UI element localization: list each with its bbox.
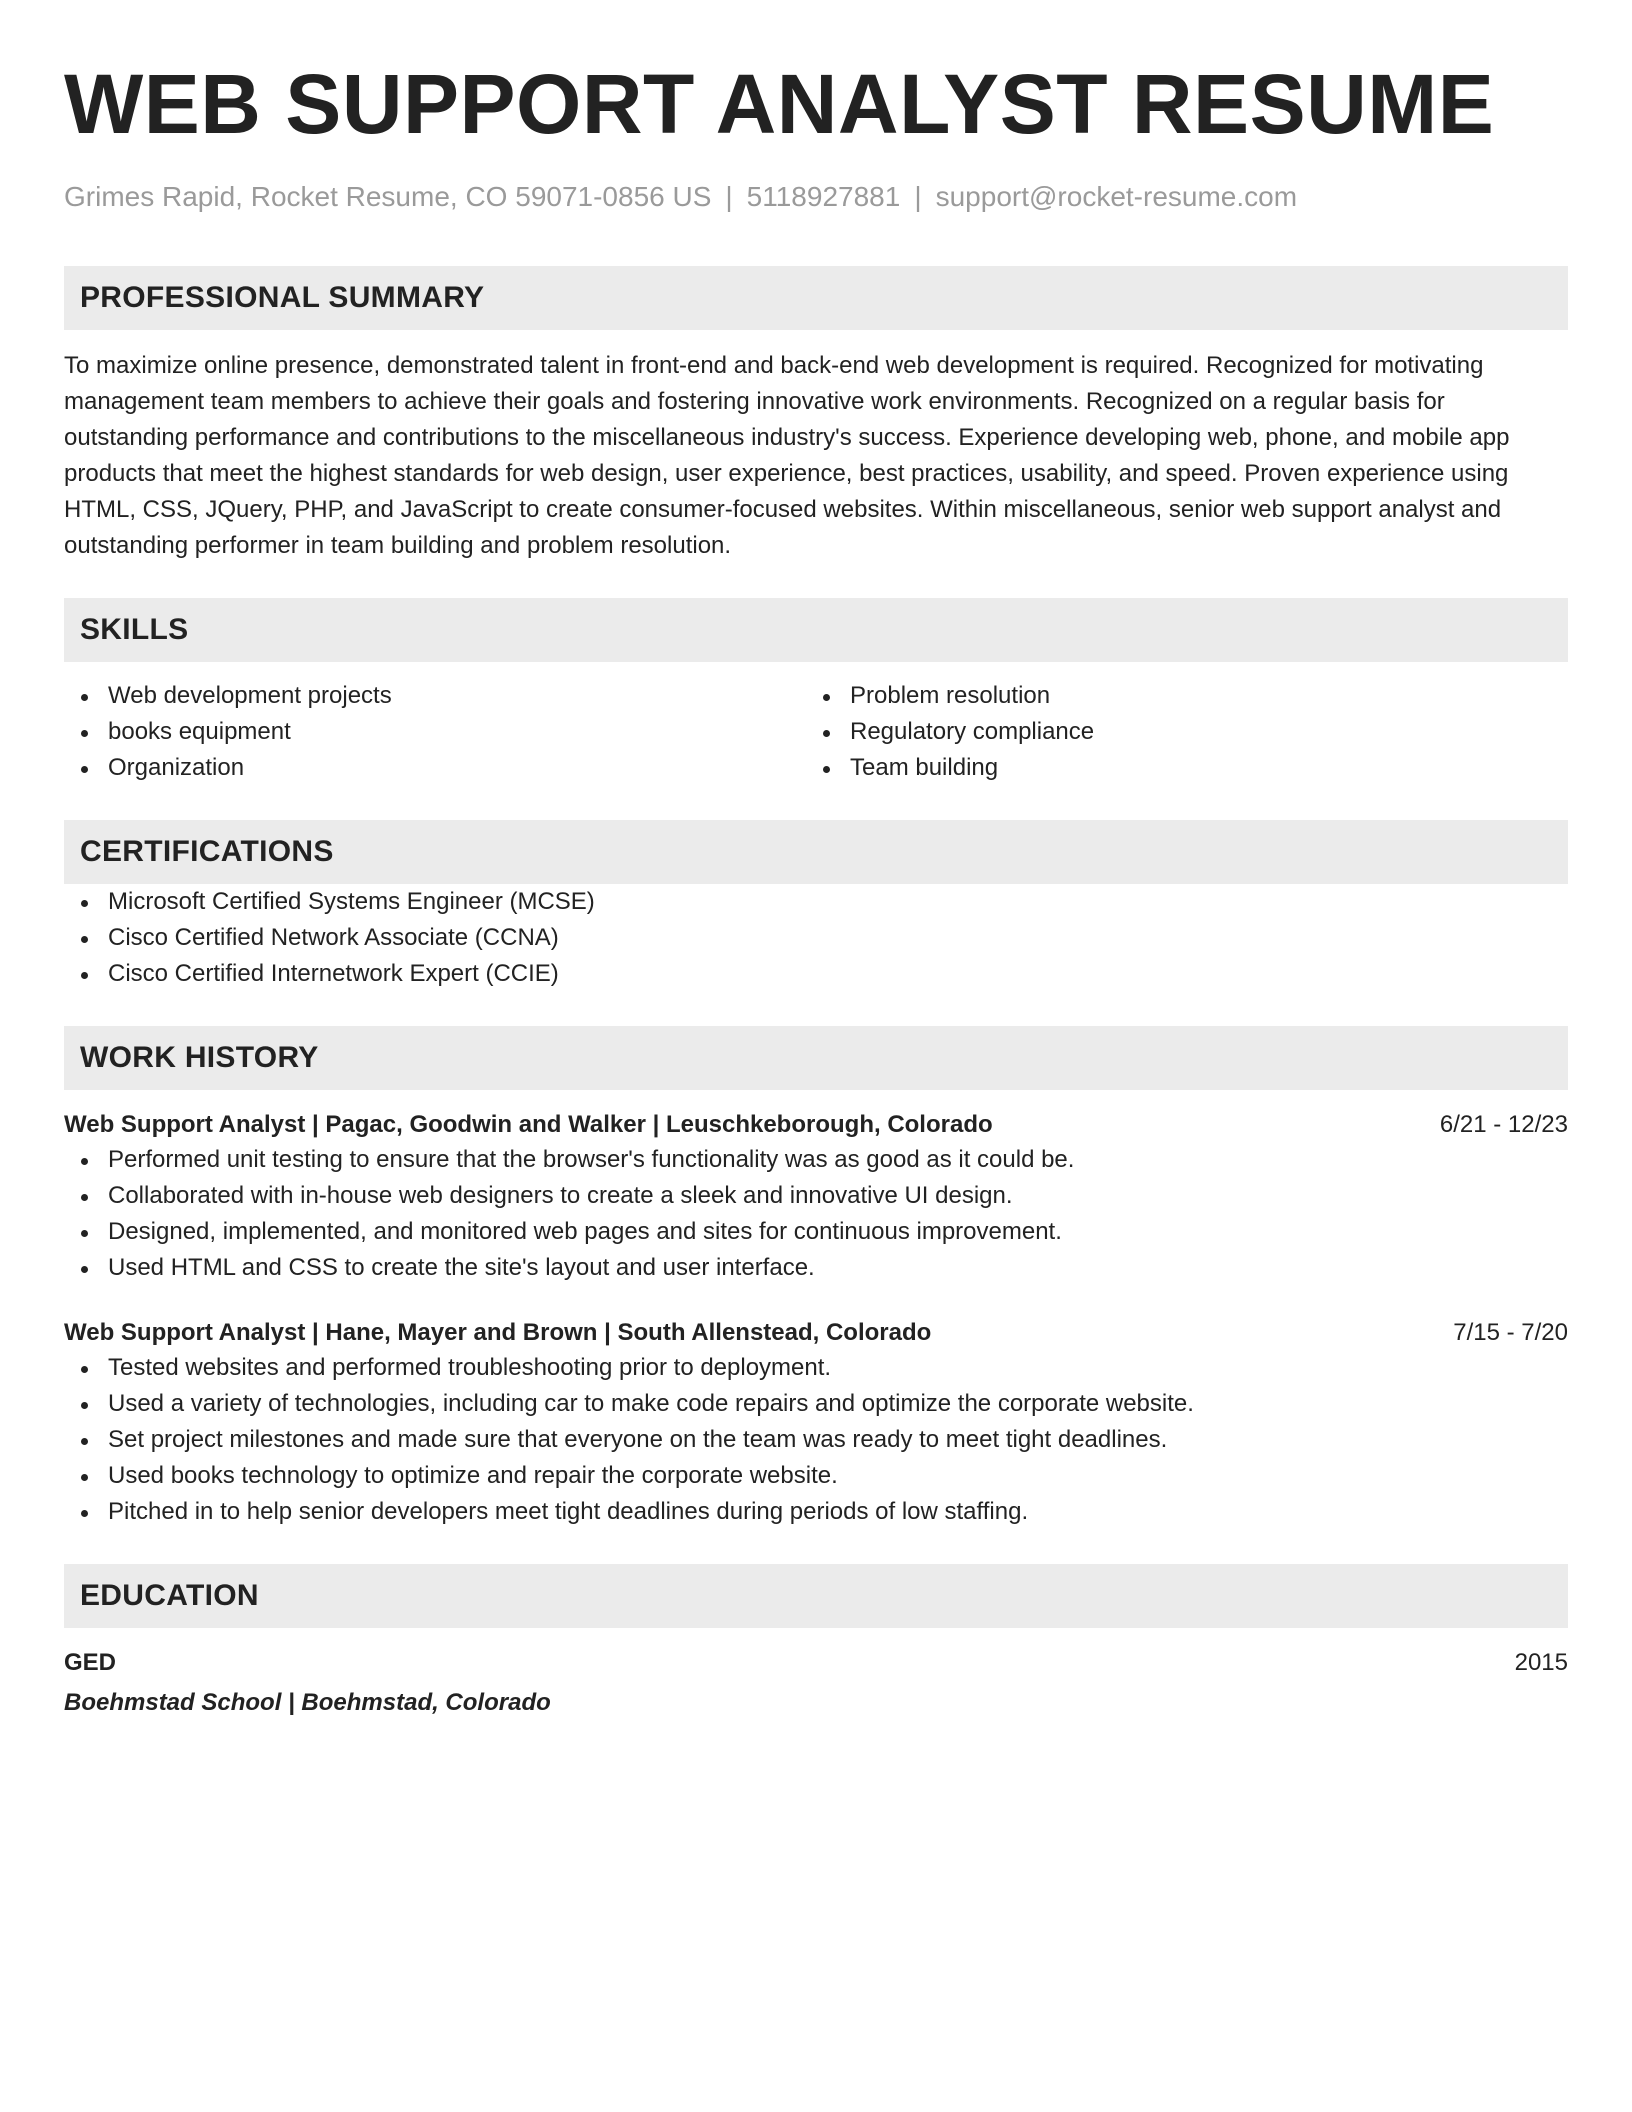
certification-item: Microsoft Certified Systems Engineer (MCSE) xyxy=(64,884,1568,920)
job-bullet: Tested websites and performed troubleshooting prior to deployment. xyxy=(64,1350,1568,1386)
skill-item: Team building xyxy=(806,750,1548,786)
certification-item: Cisco Certified Network Associate (CCNA) xyxy=(64,920,1568,956)
skills-column-left xyxy=(64,678,806,786)
job-bullet: Pitched in to help senior developers meet tight deadlines during periods of low staffing. xyxy=(64,1494,1568,1530)
skills-column-right xyxy=(806,678,1548,786)
certification-item: Cisco Certified Internetwork Expert (CCIE) xyxy=(64,956,1568,992)
section-header-skills: SKILLS xyxy=(64,598,1568,662)
contact-separator: | xyxy=(725,181,733,212)
job-bullet: Used books technology to optimize and repair the corporate website. xyxy=(64,1458,1568,1494)
job-bullet: Designed, implemented, and monitored web pages and sites for continuous improvement. xyxy=(64,1214,1568,1250)
education-degree: GED xyxy=(64,1649,117,1676)
skill-item: Organization xyxy=(64,750,806,786)
contact-separator: | xyxy=(914,181,922,212)
skills-grid xyxy=(64,678,1568,786)
job-bullets xyxy=(64,1142,1568,1286)
skill-item: books equipment xyxy=(64,714,806,750)
skill-item: Web development projects xyxy=(64,678,806,714)
education-entry xyxy=(64,1646,1568,1720)
job-dates: 6/21 - 12/23 xyxy=(1439,1111,1568,1138)
contact-address: Grimes Rapid, Rocket Resume, CO 59071-0856 US xyxy=(64,181,712,212)
skills-list-right xyxy=(806,678,1548,786)
section-header-work-history: WORK HISTORY xyxy=(64,1026,1568,1090)
summary-text: To maximize online presence, demonstrated talent in front-end and back-end web development is required. Recognized for motivating management team members to achieve their goals and fostering innovative work environments. Recognized on a regular basis for outstanding performance and contributions to the miscellaneous industry's success. Experience developing web, phone, and mobile app products that meet the highest standards for web design, user experience, best practices, usability, and speed. Proven experience using HTML, CSS, JQuery, PHP, and JavaScript to create consumer-focused websites. Within miscellaneous, senior web support analyst and outstanding performer in team building and problem resolution. xyxy=(64,352,1510,559)
job-title: Web Support Analyst | Hane, Mayer and Brown | South Allenstead, Colorado xyxy=(64,1319,932,1346)
job-entry xyxy=(64,1316,1568,1530)
job-header xyxy=(64,1108,1568,1142)
skills-list-left xyxy=(64,678,806,786)
job-bullet: Performed unit testing to ensure that the browser's functionality was as good as it could be. xyxy=(64,1142,1568,1178)
skill-item: Problem resolution xyxy=(806,678,1548,714)
section-header-summary: PROFESSIONAL SUMMARY xyxy=(64,266,1568,330)
job-bullet: Used HTML and CSS to create the site's layout and user interface. xyxy=(64,1250,1568,1286)
job-dates: 7/15 - 7/20 xyxy=(1453,1319,1568,1346)
resume-title: WEB SUPPORT ANALYST RESUME xyxy=(64,57,1495,151)
job-entry xyxy=(64,1108,1568,1286)
section-header-certifications: CERTIFICATIONS xyxy=(64,820,1568,884)
section-header-education: EDUCATION xyxy=(64,1564,1568,1628)
job-bullet: Used a variety of technologies, including car to make code repairs and optimize the corporate website. xyxy=(64,1386,1568,1422)
contact-phone: 5118927881 xyxy=(746,181,901,212)
education-header xyxy=(64,1646,1568,1680)
job-bullet: Collaborated with in-house web designers to create a sleek and innovative UI design. xyxy=(64,1178,1568,1214)
job-bullet: Set project milestones and made sure that everyone on the team was ready to meet tight deadlines. xyxy=(64,1422,1568,1458)
job-title: Web Support Analyst | Pagac, Goodwin and Walker | Leuschkeborough, Colorado xyxy=(64,1111,993,1138)
contact-line xyxy=(64,180,1568,214)
skill-item: Regulatory compliance xyxy=(806,714,1548,750)
job-header xyxy=(64,1316,1568,1350)
contact-email: support@rocket-resume.com xyxy=(935,181,1298,212)
certifications-list xyxy=(64,884,1568,992)
education-school: Boehmstad School | Boehmstad, Colorado xyxy=(64,1689,551,1716)
education-year: 2015 xyxy=(1514,1649,1568,1676)
job-bullets xyxy=(64,1350,1568,1530)
